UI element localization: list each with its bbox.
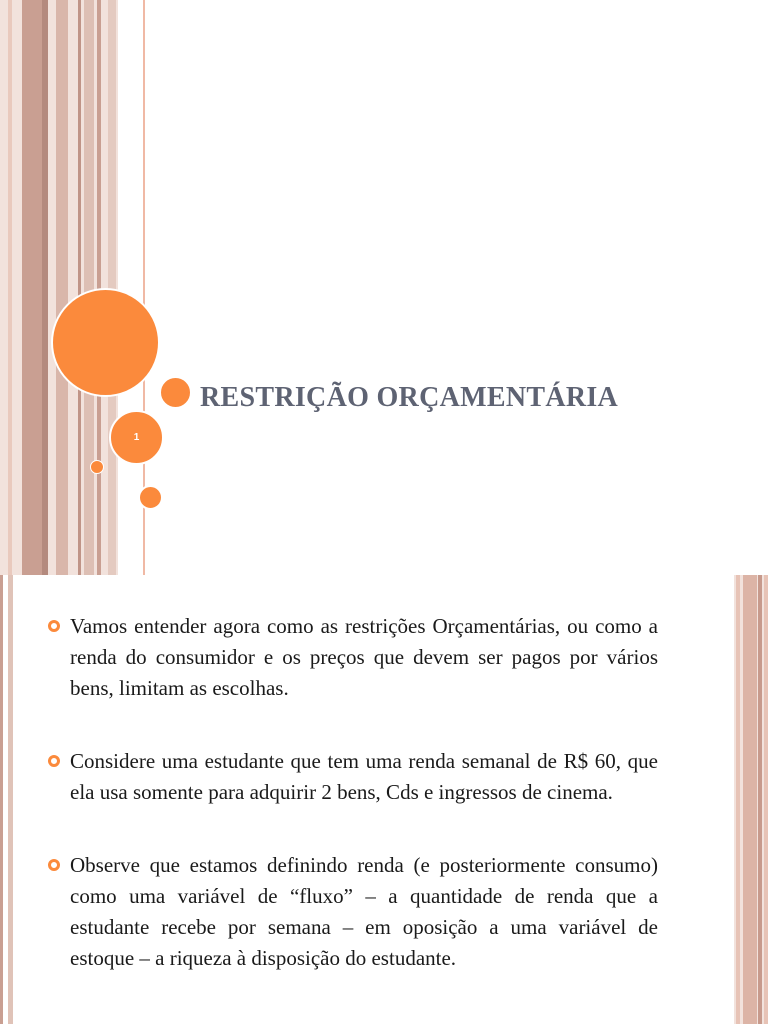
bullet-circle-icon xyxy=(48,859,60,871)
decorative-circle-medium xyxy=(159,376,192,409)
decorative-stripe xyxy=(8,0,12,575)
decorative-stripe xyxy=(22,0,42,575)
decorative-stripe xyxy=(56,0,68,575)
decorative-stripe xyxy=(78,0,81,575)
bullet-circle-icon xyxy=(48,620,60,632)
page-number: 1 xyxy=(133,432,140,443)
decorative-stripe xyxy=(84,0,94,575)
decorative-stripe xyxy=(758,575,762,1024)
decorative-stripe xyxy=(764,575,768,1024)
decorative-stripe xyxy=(42,0,48,575)
bullet-circle-icon xyxy=(48,755,60,767)
bullet-text: Vamos entender agora como as restrições Orçamentárias, ou como a renda do consumidor e os preços que devem ser pagos por vários bens, limitam as escolhas. xyxy=(70,614,658,700)
page-number-badge xyxy=(109,410,164,465)
decorative-circle-small xyxy=(138,485,163,510)
content-slide xyxy=(0,575,768,1024)
list-item xyxy=(48,611,658,704)
decorative-circle-small xyxy=(90,460,104,474)
decorative-stripe xyxy=(743,575,757,1024)
list-item xyxy=(48,850,658,974)
bullet-text: Observe que estamos definindo renda (e posteriormente consumo) como uma variável de “fluxo” – a quantidade de renda que a estudante recebe por semana – em oposição a uma variável de estoque – a riqueza à disposição do estudante. xyxy=(70,853,658,970)
decorative-circle-large xyxy=(51,288,160,397)
decorative-stripe xyxy=(8,575,13,1024)
slide-title: RESTRIÇÃO ORÇAMENTÁRIA xyxy=(200,382,619,413)
list-item xyxy=(48,746,658,808)
decorative-stripe xyxy=(0,575,3,1024)
bullet-list xyxy=(48,611,658,1016)
bullet-text: Considere uma estudante que tem uma renda semanal de R$ 60, que ela usa somente para adquirir 2 bens, Cds e ingressos de cinema. xyxy=(70,749,658,804)
decorative-stripe xyxy=(736,575,740,1024)
